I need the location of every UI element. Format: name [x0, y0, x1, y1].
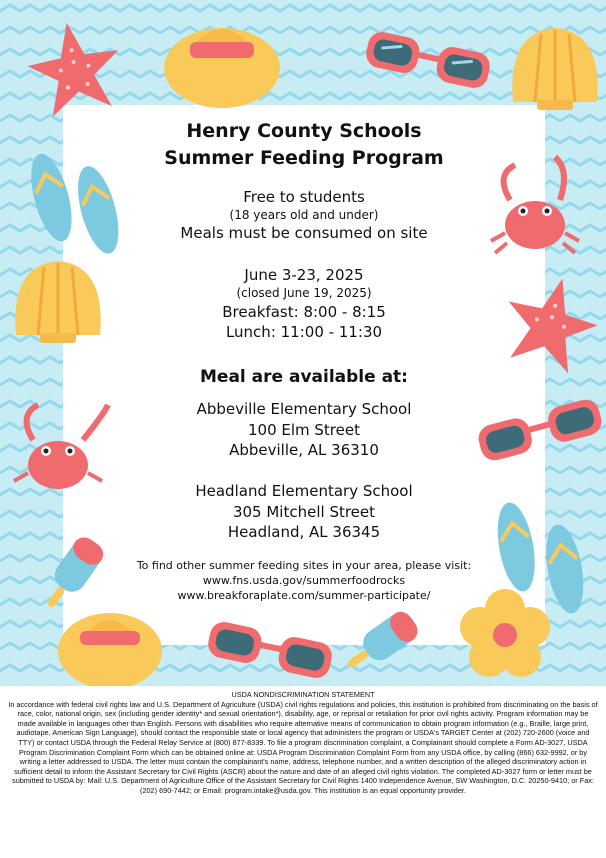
visit-text: To find other summer feeding sites in your area, please visit:	[136, 559, 472, 572]
dates-text: June 3-23, 2025	[244, 266, 364, 284]
popsicle-icon	[340, 607, 422, 678]
sunglasses-icon	[206, 620, 335, 681]
seashell-icon	[512, 28, 597, 110]
statement-body: In accordance with federal civil rights law and U.S. Department of Agriculture (USDA) civil rights regulations and policies, this institution is prohibited from discriminating on the basis of race, color, national origin, sex (including gender identity* and sexual orientation*), disability, age, or reprisal or retaliation for prior civil rights activity. Program information may be made available in languages other than English. Persons with disabilities who require alternative means of communication to obtain program information (e.g., Braille, large print, audiotape, American Sign Language), should contact the responsible state or local agency that administers the program or USDA's TARGET Center at (202) 720-2600 (voice and TTY) or contact USDA through the Federal Relay Service at (800) 877-8339. To file a program discrimination complaint, a Complainant should complete a Form AD-3027, USDA Program Discrimination Complaint Form which can be obtained online at: USDA Program Discrimination Complaint Form from any USDA office, by calling (866) 632-9992, or by writing a letter addressed to USDA. The letter must contain the complainant's name, address, telephone number, and a written description of the alleged discriminatory action in sufficient detail to inform the Assistant Secretary for Civil Rights (ASCR) about the nature and date of an alleged civil rights violation. The completed AD-3027 form or letter must be submitted to USDA by: Mail: U.S. Department of Agriculture Office of the Assistant Secretary for Civil Rights 1400 Independence Avenue, SW Washington, D.C. 20250-9410; or Fax: (202) 690-7442; or Email: program.intake@usda.gov. This institution is an equal opportunity provider.	[8, 699, 598, 795]
age-text: (18 years old and under)	[229, 208, 379, 222]
eligibility-block	[63, 188, 545, 243]
sun-hat-icon	[58, 613, 162, 686]
title-line-2: Summer Feeding Program	[164, 147, 444, 169]
visit-block	[63, 558, 545, 603]
statement-heading: USDA NONDISCRIMINATION STATEMENT	[231, 690, 375, 699]
locations-heading: Meal are available at:	[200, 367, 408, 387]
nondiscrimination-statement	[8, 690, 598, 796]
site-headland	[63, 481, 545, 543]
lunch-time: Lunch: 11:00 - 11:30	[225, 323, 383, 341]
schedule-block	[63, 266, 545, 342]
sun-hat-icon	[164, 28, 280, 108]
title-line-1: Henry County Schools	[186, 120, 422, 142]
breakfast-time: Breakfast: 8:00 - 8:15	[222, 303, 386, 321]
closed-text: (closed June 19, 2025)	[236, 286, 372, 300]
flyer-title	[63, 118, 545, 172]
sunglasses-icon	[364, 30, 493, 91]
onsite-text: Meals must be consumed on site	[180, 224, 428, 242]
site-city: Abbeville, AL 36310	[229, 441, 379, 459]
starfish-icon	[21, 15, 127, 120]
site-name: Abbeville Elementary School	[196, 400, 412, 418]
site-abbeville	[63, 399, 545, 461]
free-text: Free to students	[243, 188, 365, 206]
site-name: Headland Elementary School	[195, 482, 413, 500]
site-street: 305 Mitchell Street	[232, 502, 376, 521]
link-fns[interactable]: www.fns.usda.gov/summerfoodrocks	[202, 574, 406, 587]
site-city: Headland, AL 36345	[227, 523, 381, 541]
site-street: 100 Elm Street	[247, 420, 360, 439]
link-breakforaplate[interactable]: www.breakforaplate.com/summer-participate/	[177, 589, 431, 602]
